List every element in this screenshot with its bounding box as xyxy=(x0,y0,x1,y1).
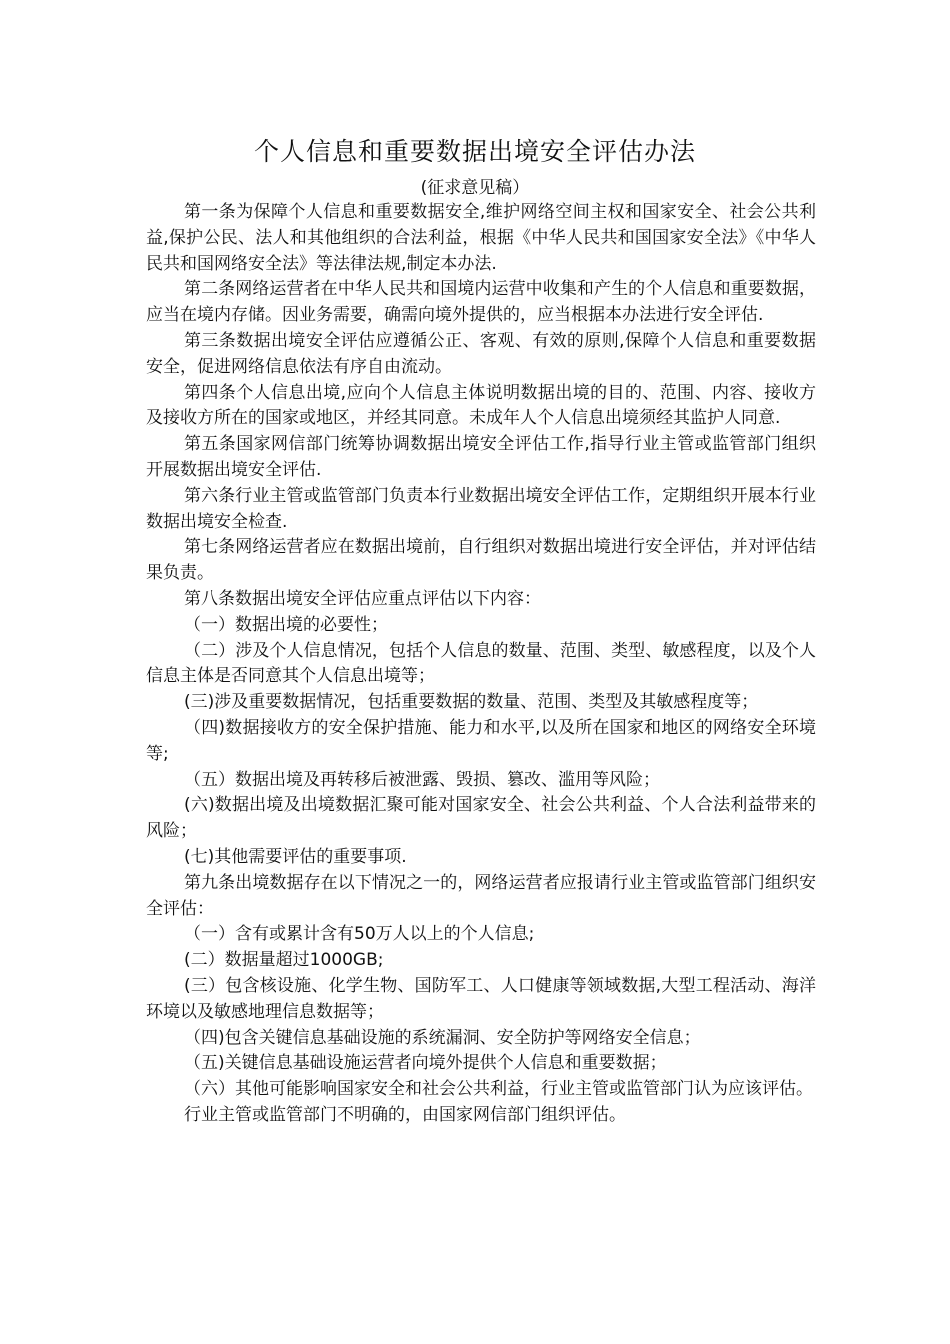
article-9-item-1: （一）含有或累计含有50万人以上的个人信息; xyxy=(184,924,535,945)
article-8-item-6: (六)数据出境及出境数据汇聚可能对国家安全、社会公共利益、个人合法利益带来的风险； xyxy=(146,795,816,842)
document-body xyxy=(146,200,816,1129)
article-9-item-5: （五)关键信息基础设施运营者向境外提供个人信息和重要数据； xyxy=(184,1053,667,1074)
article-8-item-1: （一）数据出境的必要性； xyxy=(184,614,388,635)
article-3: 第三条数据出境安全评估应遵循公正、客观、有效的原则,保障个人信息和重要数据安全，促进网络信息依法有序自由流动。 xyxy=(146,330,816,377)
article-8-item-7: (七)其他需要评估的重要事项. xyxy=(184,846,407,867)
article-8-item-4: （四)数据接收方的安全保护措施、能力和水平,以及所在国家和地区的网络安全环境等; xyxy=(146,717,816,764)
article-9-item-6: （六）其他可能影响国家安全和社会公共利益，行业主管或监管部门认为应该评估。 xyxy=(184,1079,813,1100)
article-4: 第四条个人信息出境,应向个人信息主体说明数据出境的目的、范围、内容、接收方及接收方所在的国家或地区，并经其同意。未成年人个人信息出境须经其监护人同意. xyxy=(146,382,816,429)
article-2: 第二条网络运营者在中华人民共和国境内运营中收集和产生的个人信息和重要数据，应当在境内存储。因业务需要，确需向境外提供的，应当根据本办法进行安全评估. xyxy=(146,279,816,326)
article-6: 第六条行业主管或监管部门负责本行业数据出境安全评估工作，定期组织开展本行业数据出境安全检查. xyxy=(146,485,816,532)
article-5: 第五条国家网信部门统筹协调数据出境安全评估工作,指导行业主管或监管部门组织开展数据出境安全评估. xyxy=(146,434,816,480)
article-9-item-2: (二）数据量超过1000GB; xyxy=(184,950,384,971)
article-8-item-3: (三)涉及重要数据情况，包括重要数据的数量、范围、类型及其敏感程度等； xyxy=(184,692,759,713)
article-7: 第七条网络运营者应在数据出境前，自行组织对数据出境进行安全评估，并对评估结果负责。 xyxy=(146,537,816,584)
article-1: 第一条为保障个人信息和重要数据安全,维护网络空间主权和国家安全、社会公共利益,保护公民、法人和其他组织的合法利益，根据《中华人民共和国国家安全法》《中华人民共和国网络安全法》等法律法规,制定本办法. xyxy=(146,202,816,274)
article-9-item-3: (三）包含核设施、化学生物、国防军工、人口健康等领域数据,大型工程活动、海洋环境以及敏感地理信息数据等； xyxy=(146,975,816,1022)
article-9-closing: 行业主管或监管部门不明确的，由国家网信部门组织评估。 xyxy=(184,1104,626,1125)
article-9: 第九条出境数据存在以下情况之一的，网络运营者应报请行业主管或监管部门组织安全评估： xyxy=(146,872,816,919)
document-subtitle: (征求意见稿） xyxy=(420,178,530,198)
article-8-item-2: （二）涉及个人信息情况，包括个人信息的数量、范围、类型、敏感程度，以及个人信息主体是否同意其个人信息出境等； xyxy=(146,640,816,687)
document-title: 个人信息和重要数据出境安全评估办法 xyxy=(253,137,696,166)
article-8: 第八条数据出境安全评估应重点评估以下内容： xyxy=(184,588,541,609)
article-9-item-4: （四)包含关键信息基础设施的系统漏洞、安全防护等网络安全信息； xyxy=(184,1027,701,1048)
article-8-item-5: （五）数据出境及再转移后被泄露、毁损、篡改、滥用等风险； xyxy=(184,769,660,790)
